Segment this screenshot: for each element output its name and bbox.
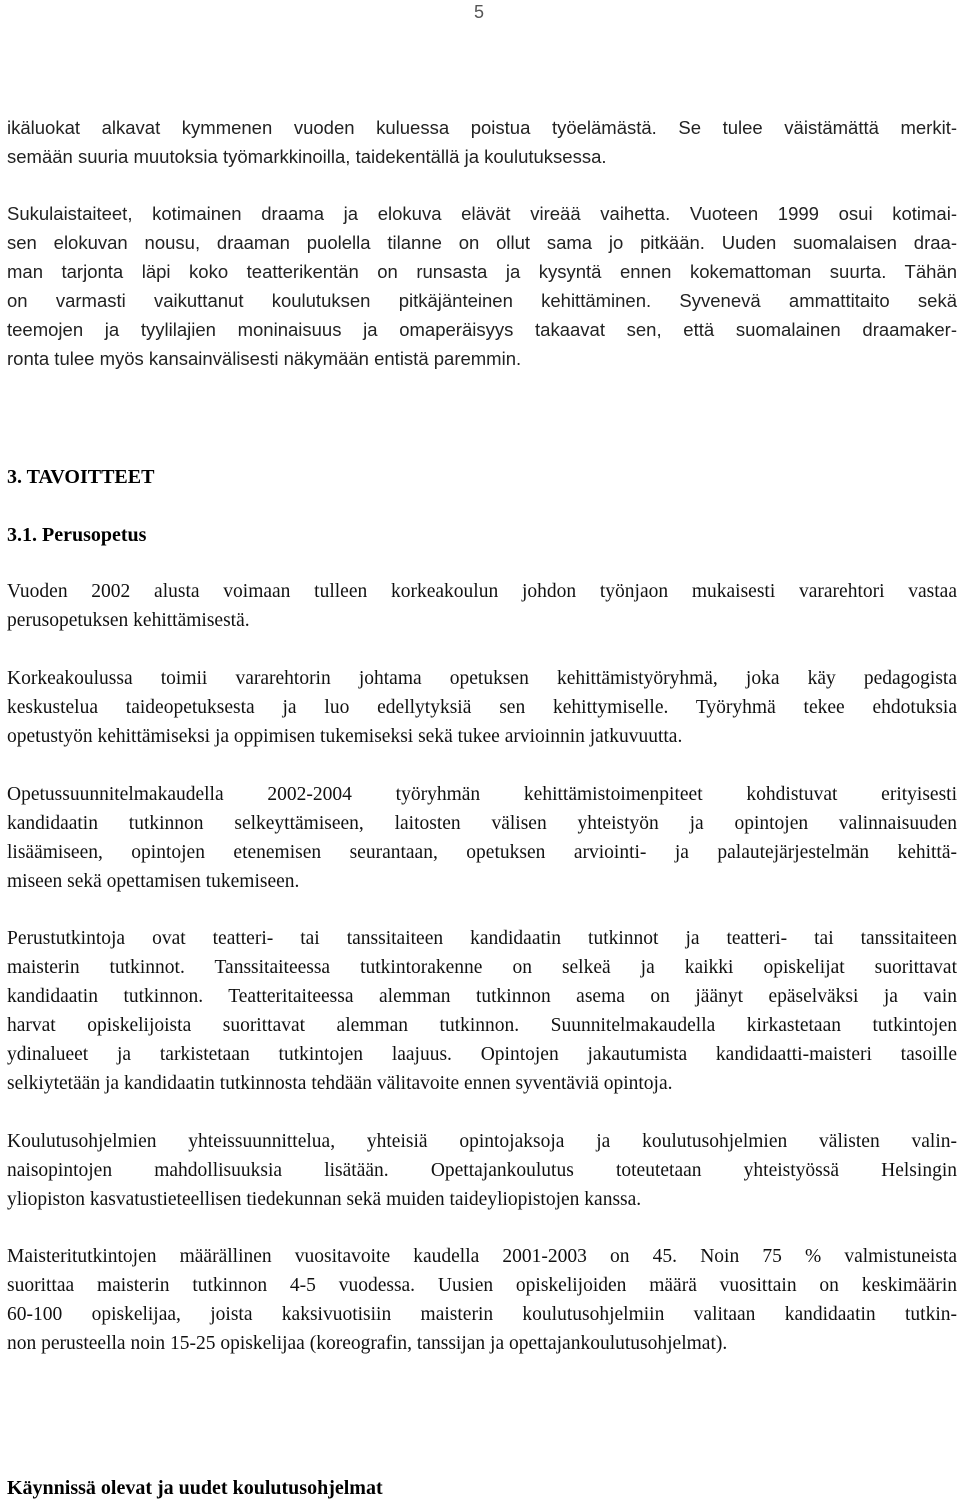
text-line: on varmasti vaikuttanut koulutuksen pitkäjänteinen kehittäminen. Syvenevä ammattitaito sekä bbox=[7, 290, 957, 311]
subsection-heading: 3.1. Perusopetus bbox=[7, 524, 147, 546]
text-line: 60-100 opiskelijaa, joista kaksivuotisiin maisterin koulutusohjelmiin valitaan kandidaatin tutkin- bbox=[7, 1304, 957, 1325]
text-line: Korkeakoulussa toimii vararehtorin johtama opetuksen kehittämistyöryhmä, joka käy pedagogista bbox=[7, 668, 957, 689]
text-line: teemojen ja tyylilajien moninaisuus ja omaperäisyys takaavat sen, että suomalainen draamaker- bbox=[7, 319, 957, 340]
text-line: perusopetuksen kehittämisestä. bbox=[7, 610, 250, 631]
text-line: sen elokuvan nousu, draaman puolella tilanne on ollut sama jo pitkään. Uuden suomalaisen draa- bbox=[7, 232, 957, 253]
text-line: lisäämiseen, opintojen etenemisen seurantaan, opetuksen arviointi- ja palautejärjestelmän kehittä- bbox=[7, 842, 957, 863]
section-heading: 3. TAVOITTEET bbox=[7, 466, 155, 488]
text-line: man tarjonta läpi koko teatterikentän on runsasta ja kysyntä ennen kokemattoman suurta. Tähän bbox=[7, 261, 957, 282]
text-line: kandidaatin tutkinnon selkeyttämiseen, laitosten välisen yhteistyön ja opintojen valinnaisuuden bbox=[7, 813, 957, 834]
text-line: selkiytetään ja kandidaatin tutkinnosta tehdään välitavoite ennen syventäviä opintoja. bbox=[7, 1073, 673, 1094]
bottom-heading: Käynnissä olevat ja uudet koulutusohjelmat bbox=[7, 1477, 383, 1499]
text-line: ikäluokat alkavat kymmenen vuoden kuluessa poistua työelämästä. Se tulee väistämättä merkit- bbox=[7, 117, 957, 138]
text-line: Opetussuunnitelmakaudella 2002-2004 työryhmän kehittämistoimenpiteet kohdistuvat erityisesti bbox=[7, 784, 957, 805]
text-line: Koulutusohjelmien yhteissuunnittelua, yhteisiä opintojaksoja ja koulutusohjelmien välisten valin- bbox=[7, 1131, 957, 1152]
text-line: Sukulaistaiteet, kotimainen draama ja elokuva elävät vireää vaihetta. Vuoteen 1999 osui kotimai- bbox=[7, 203, 957, 224]
text-line: harvat opiskelijoista suorittavat alemman tutkinnon. Suunnitelmakaudella kirkastetaan tutkintojen bbox=[7, 1015, 957, 1036]
text-line: maisterin tutkinnot. Tanssitaiteessa tutkintorakenne on selkeä ja kaikki opiskelijat suorittavat bbox=[7, 957, 957, 978]
text-line: kandidaatin tutkinnon. Teatteritaiteessa alemman tutkinnon asema on jäänyt epäselväksi ja vain bbox=[7, 986, 957, 1007]
text-line: Perustutkintoja ovat teatteri- tai tanssitaiteen kandidaatin tutkinnot ja teatteri- tai tanssitaiteen bbox=[7, 928, 957, 949]
text-line: Maisteritutkintojen määrällinen vuositavoite kaudella 2001-2003 on 45. Noin 75 % valmistuneista bbox=[7, 1246, 957, 1267]
text-line: opetustyön kehittämiseksi ja oppimisen tukemiseksi sekä tukee arvioinnin jatkuvuutta. bbox=[7, 726, 683, 747]
text-line: yliopiston kasvatustieteellisen tiedekunnan sekä muiden taideyliopistojen kanssa. bbox=[7, 1189, 642, 1210]
text-line: suorittaa maisterin tutkinnon 4-5 vuodessa. Uusien opiskelijoiden määrä vuosittain on keskimäärin bbox=[7, 1275, 957, 1296]
text-line: keskustelua taideopetuksesta ja luo edellytyksiä sen kehittymiselle. Työryhmä tekee ehdotuksia bbox=[7, 697, 957, 718]
text-line: Vuoden 2002 alusta voimaan tulleen korkeakoulun johdon työnjaon mukaisesti vararehtori vastaa bbox=[7, 581, 957, 602]
text-line: semään suuria muutoksia työmarkkinoilla, taidekentällä ja koulutuksessa. bbox=[7, 146, 607, 167]
page-number: 5 bbox=[474, 2, 485, 22]
text-line: ydinalueet ja tarkistetaan tutkintojen laajuus. Opintojen jakautumista kandidaatti-maisteri tasoille bbox=[7, 1044, 957, 1065]
text-line: ronta tulee myös kansainvälisesti näkymään entistä paremmin. bbox=[7, 348, 522, 369]
text-line: naisopintojen mahdollisuuksia lisätään. Opettajankoulutus toteutetaan yhteistyössä Helsingin bbox=[7, 1160, 957, 1181]
text-line: miseen sekä opettamisen tukemiseen. bbox=[7, 871, 300, 892]
text-line: non perusteella noin 15-25 opiskelijaa (koreografin, tanssijan ja opettajankoulutusohjelmat). bbox=[7, 1333, 728, 1354]
